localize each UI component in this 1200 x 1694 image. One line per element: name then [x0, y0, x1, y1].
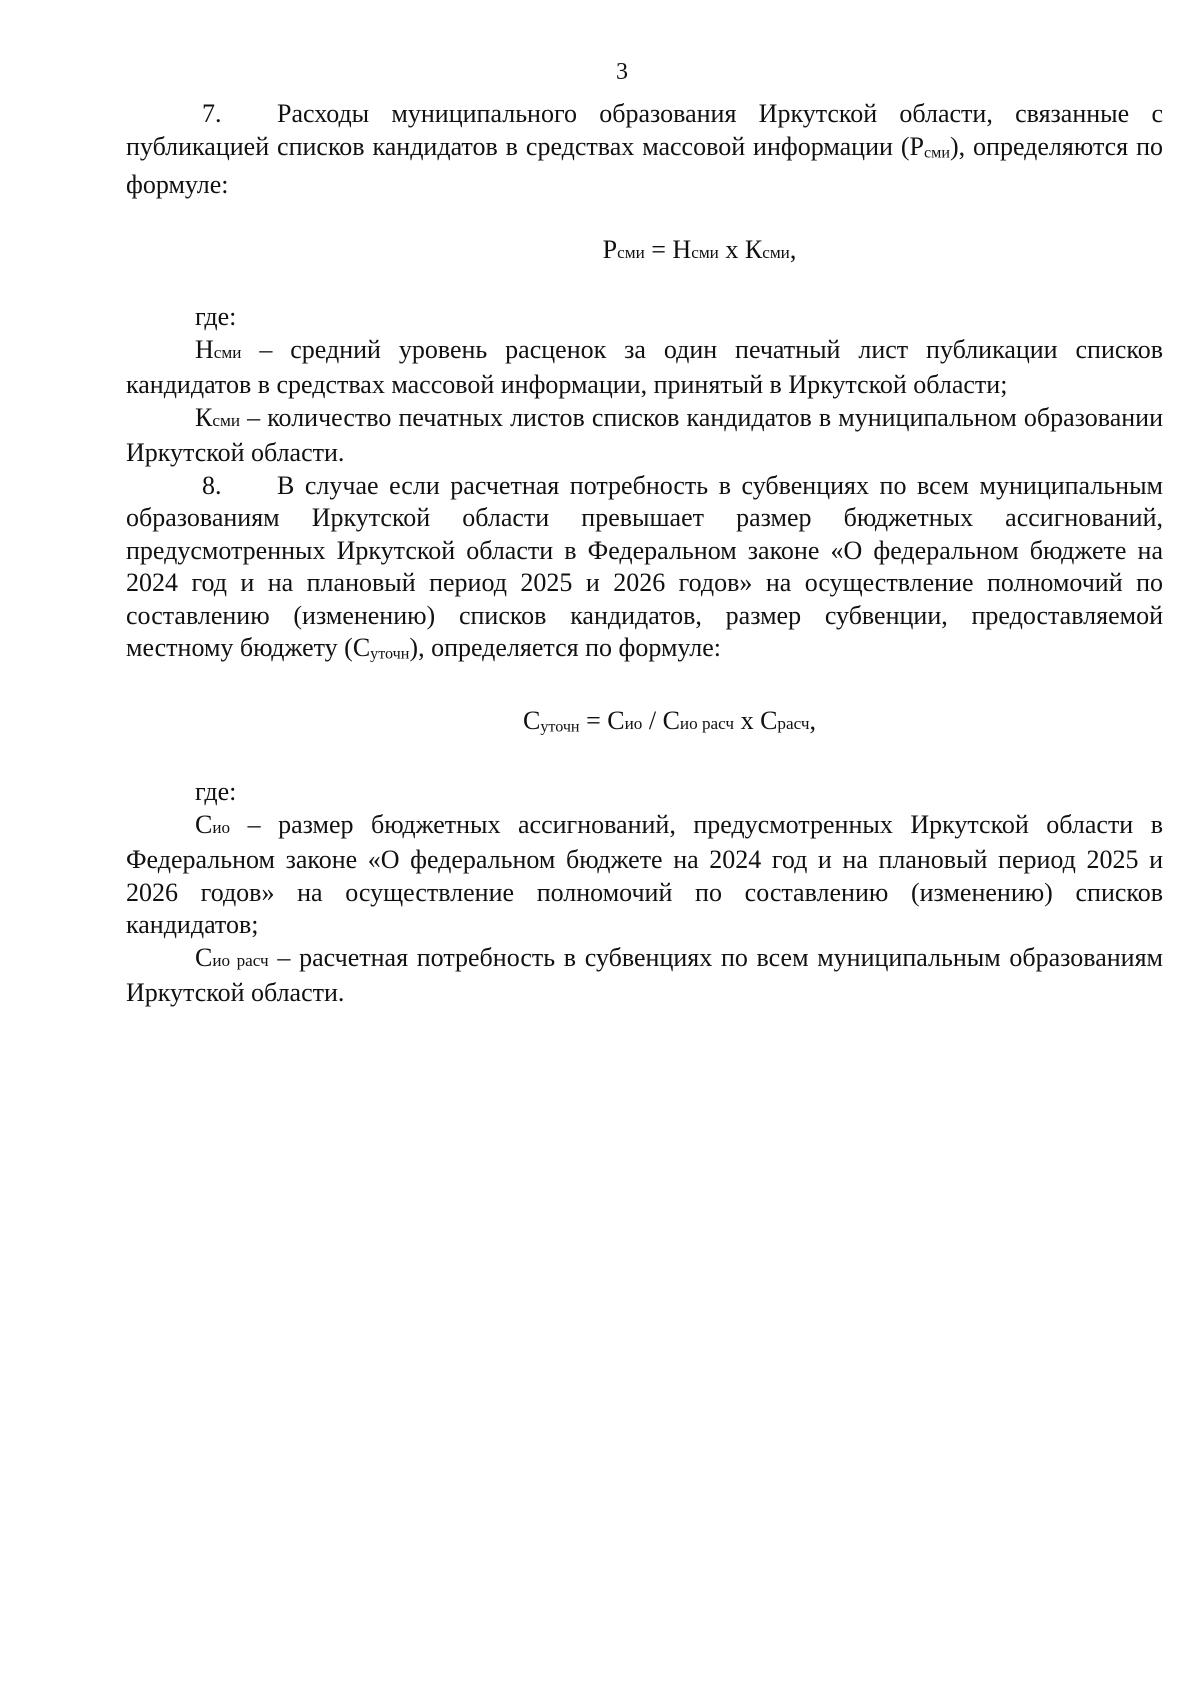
- paragraph-8-text-end: ), определяется по формуле:: [409, 633, 722, 663]
- paragraph-8: [126, 470, 1163, 671]
- definition-cio-sub: ио: [212, 817, 231, 837]
- formula-1-p: Р: [602, 234, 618, 264]
- definition-n-sub: сми: [213, 342, 242, 362]
- formula-2-crs-sub: расч: [777, 714, 810, 734]
- definition-k-symbol: К: [195, 402, 213, 432]
- formula-1-op: х: [718, 234, 745, 264]
- formula-2-div: /: [642, 706, 663, 736]
- where-label-1: где:: [195, 302, 237, 332]
- definition-k-sub: сми: [212, 410, 240, 430]
- paragraph-7-text: Расходы муниципального образования Иркутской области, связанные с публикацией списков кандидатов в средствах массовой информации (Р: [126, 99, 1163, 161]
- formula-2-c-sub: уточн: [540, 718, 580, 736]
- formula-2-end: ,: [809, 706, 817, 736]
- formula-2-cio-sub: ио: [624, 714, 643, 734]
- definition-ciors-sub: ио расч: [212, 950, 269, 970]
- page-number: 3: [616, 59, 628, 85]
- paragraph-8-symbol-sub: уточн: [370, 645, 410, 663]
- definition-cio-symbol: С: [195, 809, 213, 839]
- paragraph-7-text-end: ), определяются по формуле:: [126, 131, 1163, 200]
- formula-2-ciors-sub: ио расч: [679, 714, 735, 734]
- formula-1-k-sub: сми: [762, 242, 790, 262]
- definition-n-smi: [126, 334, 1163, 402]
- definition-c-io-rasch: [126, 942, 1163, 1010]
- definition-k-text: – количество печатных листов списков кандидатов в муниципальном образовании Иркутской области.: [126, 402, 1163, 468]
- definition-ciors-symbol: С: [195, 942, 213, 972]
- where-label-2: где:: [195, 777, 237, 807]
- formula-1-n: Н: [672, 234, 692, 264]
- document-body: [126, 98, 1163, 1010]
- formula-2: [126, 705, 1163, 744]
- formula-2-eq: =: [579, 706, 608, 736]
- formula-1-n-sub: сми: [691, 242, 719, 262]
- paragraph-8-text: В случае если расчетная потребность в субвенциях по всем муниципальным образованиям Иркутской области превышает размер бюджетных ассигнований, предусмотренных Иркутской области в Федеральном законе «О федеральном бюджете на 2024 год и на плановый период 2025 и 2026 годов» на осуществление полномочий по составлению (изменению) списков кандидатов, размер субвенции, предоставляемой местному бюджету (С: [126, 470, 1163, 663]
- formula-2-crs: С: [760, 706, 778, 736]
- definition-cio-text: – размер бюджетных ассигнований, предусмотренных Иркутской области в Федеральном законе «О федеральном бюджете на 2024 год и на плановый период 2025 и 2026 годов» на осуществление полномочий по составлению (изменению) списков кандидатов;: [126, 809, 1163, 940]
- definition-n-text: – средний уровень расценок за один печатный лист публикации списков кандидатов в средствах массовой информации, принятый в Иркутской области;: [126, 334, 1163, 400]
- formula-1-end: ,: [789, 234, 797, 264]
- formula-1-eq: =: [644, 234, 673, 264]
- definition-n-symbol: Н: [195, 334, 214, 364]
- formula-1: [126, 234, 1163, 270]
- paragraph-7-symbol-sub: сми: [923, 143, 950, 161]
- paragraph-8-number: 8.: [202, 470, 222, 500]
- paragraph-7: [126, 98, 1163, 202]
- formula-1-k: К: [744, 234, 763, 264]
- paragraph-7-number: 7.: [202, 99, 222, 128]
- formula-2-ciors: С: [662, 706, 680, 736]
- formula-2-c: С: [522, 706, 541, 736]
- definition-k-smi: [126, 402, 1163, 470]
- formula-2-op: х: [734, 706, 761, 736]
- definition-ciors-text: – расчетная потребность в субвенциях по всем муниципальным образованиям Иркутской области.: [126, 942, 1163, 1008]
- formula-1-p-sub: сми: [617, 242, 645, 262]
- formula-2-cio: С: [607, 706, 625, 736]
- definition-c-io: [126, 809, 1163, 942]
